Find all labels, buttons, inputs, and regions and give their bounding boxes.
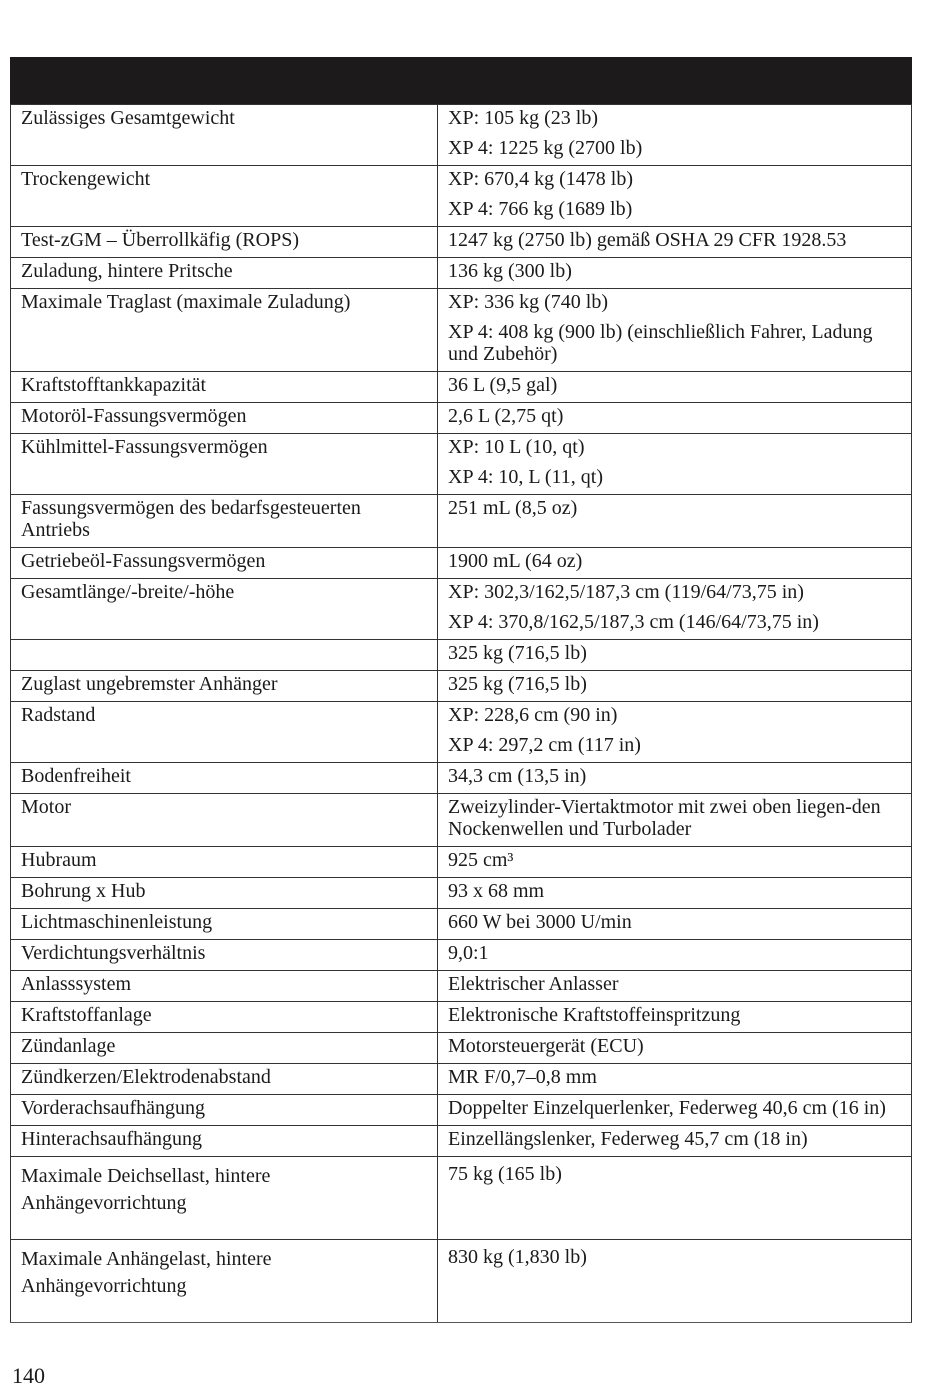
spec-value-cell <box>438 579 912 640</box>
spec-value: 75 kg (165 lb) <box>448 1163 562 1185</box>
table-row <box>11 1064 912 1095</box>
spec-label: Maximale Anhängelast, hintere Anhängevorrichtung <box>11 1240 438 1323</box>
spec-value-cell <box>438 1240 912 1323</box>
spec-value-cell <box>438 1033 912 1064</box>
spec-value-cell <box>438 166 912 227</box>
spec-label: Lichtmaschinenleistung <box>11 909 438 940</box>
specifications-table-body <box>11 105 912 1323</box>
spec-label: Zündanlage <box>11 1033 438 1064</box>
table-row <box>11 1033 912 1064</box>
table-row <box>11 1126 912 1157</box>
spec-label: Kraftstoffanlage <box>11 1002 438 1033</box>
spec-label: Kühlmittel-Fassungsvermögen <box>11 434 438 495</box>
spec-label: Verdichtungsverhältnis <box>11 940 438 971</box>
table-row <box>11 434 912 495</box>
table-row <box>11 1157 912 1240</box>
spec-value-cell <box>438 702 912 763</box>
table-row <box>11 495 912 548</box>
page-number: 140 <box>12 1363 45 1388</box>
spec-value-cell <box>438 105 912 166</box>
spec-label: Hubraum <box>11 847 438 878</box>
spec-value: XP: 10 L (10, qt) <box>448 436 585 458</box>
spec-label: Anlasssystem <box>11 971 438 1002</box>
table-row <box>11 579 912 640</box>
spec-label: Zuladung, hintere Pritsche <box>11 258 438 289</box>
spec-label: Zulässiges Gesamtgewicht <box>11 105 438 166</box>
spec-value-cell <box>438 940 912 971</box>
spec-value-cell <box>438 1126 912 1157</box>
table-row <box>11 289 912 372</box>
table-row <box>11 878 912 909</box>
table-row <box>11 640 912 671</box>
spec-label: Trockengewicht <box>11 166 438 227</box>
spec-label: Maximale Deichsellast, hintere Anhängevorrichtung <box>11 1157 438 1240</box>
spec-value-cell <box>438 548 912 579</box>
spec-value: Doppelter Einzelquerlenker, Federweg 40,6 cm (16 in) <box>448 1097 886 1119</box>
spec-label: Radstand <box>11 702 438 763</box>
spec-value-cell <box>438 1157 912 1240</box>
spec-value-cell <box>438 909 912 940</box>
spec-value: XP 4: 10, L (11, qt) <box>448 466 603 488</box>
specifications-table <box>10 104 912 1323</box>
spec-value: 925 cm³ <box>448 849 514 871</box>
table-row <box>11 403 912 434</box>
spec-value-cell <box>438 258 912 289</box>
table-row <box>11 227 912 258</box>
spec-value: XP 4: 1225 kg (2700 lb) <box>448 137 643 159</box>
table-row <box>11 971 912 1002</box>
table-row <box>11 794 912 847</box>
spec-value: XP 4: 408 kg (900 lb) (einschließlich Fahrer, Ladung und Zubehör) <box>448 321 873 365</box>
spec-value-cell <box>438 878 912 909</box>
spec-value: 34,3 cm (13,5 in) <box>448 765 587 787</box>
spec-value: Motorsteuergerät (ECU) <box>448 1035 644 1057</box>
spec-value: 325 kg (716,5 lb) <box>448 642 587 664</box>
spec-label: Test-zGM – Überrollkäfig (ROPS) <box>11 227 438 258</box>
spec-value: 251 mL (8,5 oz) <box>448 497 578 519</box>
table-row <box>11 372 912 403</box>
spec-label: Motoröl-Fassungsvermögen <box>11 403 438 434</box>
spec-value-cell <box>438 227 912 258</box>
spec-label: Bohrung x Hub <box>11 878 438 909</box>
spec-value-cell <box>438 1095 912 1126</box>
spec-value: 93 x 68 mm <box>448 880 545 902</box>
spec-value: XP: 336 kg (740 lb) <box>448 291 608 313</box>
spec-value: MR F/0,7–0,8 mm <box>448 1066 597 1088</box>
spec-value: Zweizylinder-Viertaktmotor mit zwei oben liegen-den Nockenwellen und Turbolader <box>448 796 881 840</box>
spec-value: XP 4: 766 kg (1689 lb) <box>448 198 633 220</box>
table-row <box>11 671 912 702</box>
spec-value: XP: 302,3/162,5/187,3 cm (119/64/73,75 in) <box>448 581 804 603</box>
spec-label: Zuglast ungebremster Anhänger <box>11 671 438 702</box>
spec-label: Kraftstofftankkapazität <box>11 372 438 403</box>
spec-value-cell <box>438 640 912 671</box>
table-row <box>11 166 912 227</box>
spec-value-cell <box>438 1064 912 1095</box>
spec-value-cell <box>438 495 912 548</box>
spec-value-cell <box>438 403 912 434</box>
spec-value: XP: 670,4 kg (1478 lb) <box>448 168 633 190</box>
table-row <box>11 847 912 878</box>
table-row <box>11 258 912 289</box>
table-header-bar <box>10 57 912 104</box>
table-row <box>11 702 912 763</box>
spec-value: 36 L (9,5 gal) <box>448 374 558 396</box>
spec-value: Elektrischer Anlasser <box>448 973 619 995</box>
spec-value: Einzellängslenker, Federweg 45,7 cm (18 in) <box>448 1128 808 1150</box>
spec-value: XP 4: 370,8/162,5/187,3 cm (146/64/73,75 in) <box>448 611 819 633</box>
table-row <box>11 1095 912 1126</box>
spec-value-cell <box>438 847 912 878</box>
table-row <box>11 763 912 794</box>
spec-value-cell <box>438 671 912 702</box>
spec-value: Elektronische Kraftstoffeinspritzung <box>448 1004 741 1026</box>
spec-value: 830 kg (1,830 lb) <box>448 1246 587 1268</box>
spec-label: Gesamtlänge/-breite/-höhe <box>11 579 438 640</box>
spec-label <box>11 640 438 671</box>
table-row <box>11 1002 912 1033</box>
spec-label: Vorderachsaufhängung <box>11 1095 438 1126</box>
spec-value: 9,0:1 <box>448 942 489 964</box>
spec-value: XP: 228,6 cm (90 in) <box>448 704 618 726</box>
table-row <box>11 105 912 166</box>
spec-value: 660 W bei 3000 U/min <box>448 911 632 933</box>
spec-value: 136 kg (300 lb) <box>448 260 572 282</box>
spec-value: 2,6 L (2,75 qt) <box>448 405 564 427</box>
spec-value: 1247 kg (2750 lb) gemäß OSHA 29 CFR 1928.53 <box>448 229 847 251</box>
spec-label: Hinterachsaufhängung <box>11 1126 438 1157</box>
spec-value-cell <box>438 1002 912 1033</box>
spec-label: Fassungsvermögen des bedarfsgesteuerten Antriebs <box>11 495 438 548</box>
table-row <box>11 548 912 579</box>
spec-value: XP: 105 kg (23 lb) <box>448 107 598 129</box>
spec-value-cell <box>438 794 912 847</box>
spec-label: Bodenfreiheit <box>11 763 438 794</box>
spec-label: Getriebeöl-Fassungsvermögen <box>11 548 438 579</box>
table-row <box>11 1240 912 1323</box>
table-row <box>11 940 912 971</box>
spec-value: XP 4: 297,2 cm (117 in) <box>448 734 641 756</box>
spec-label: Zündkerzen/Elektrodenabstand <box>11 1064 438 1095</box>
spec-value-cell <box>438 372 912 403</box>
spec-value: 1900 mL (64 oz) <box>448 550 583 572</box>
spec-value: 325 kg (716,5 lb) <box>448 673 587 695</box>
spec-label: Maximale Traglast (maximale Zuladung) <box>11 289 438 372</box>
table-row <box>11 909 912 940</box>
spec-value-cell <box>438 763 912 794</box>
spec-value-cell <box>438 434 912 495</box>
spec-value-cell <box>438 289 912 372</box>
spec-value-cell <box>438 971 912 1002</box>
spec-label: Motor <box>11 794 438 847</box>
